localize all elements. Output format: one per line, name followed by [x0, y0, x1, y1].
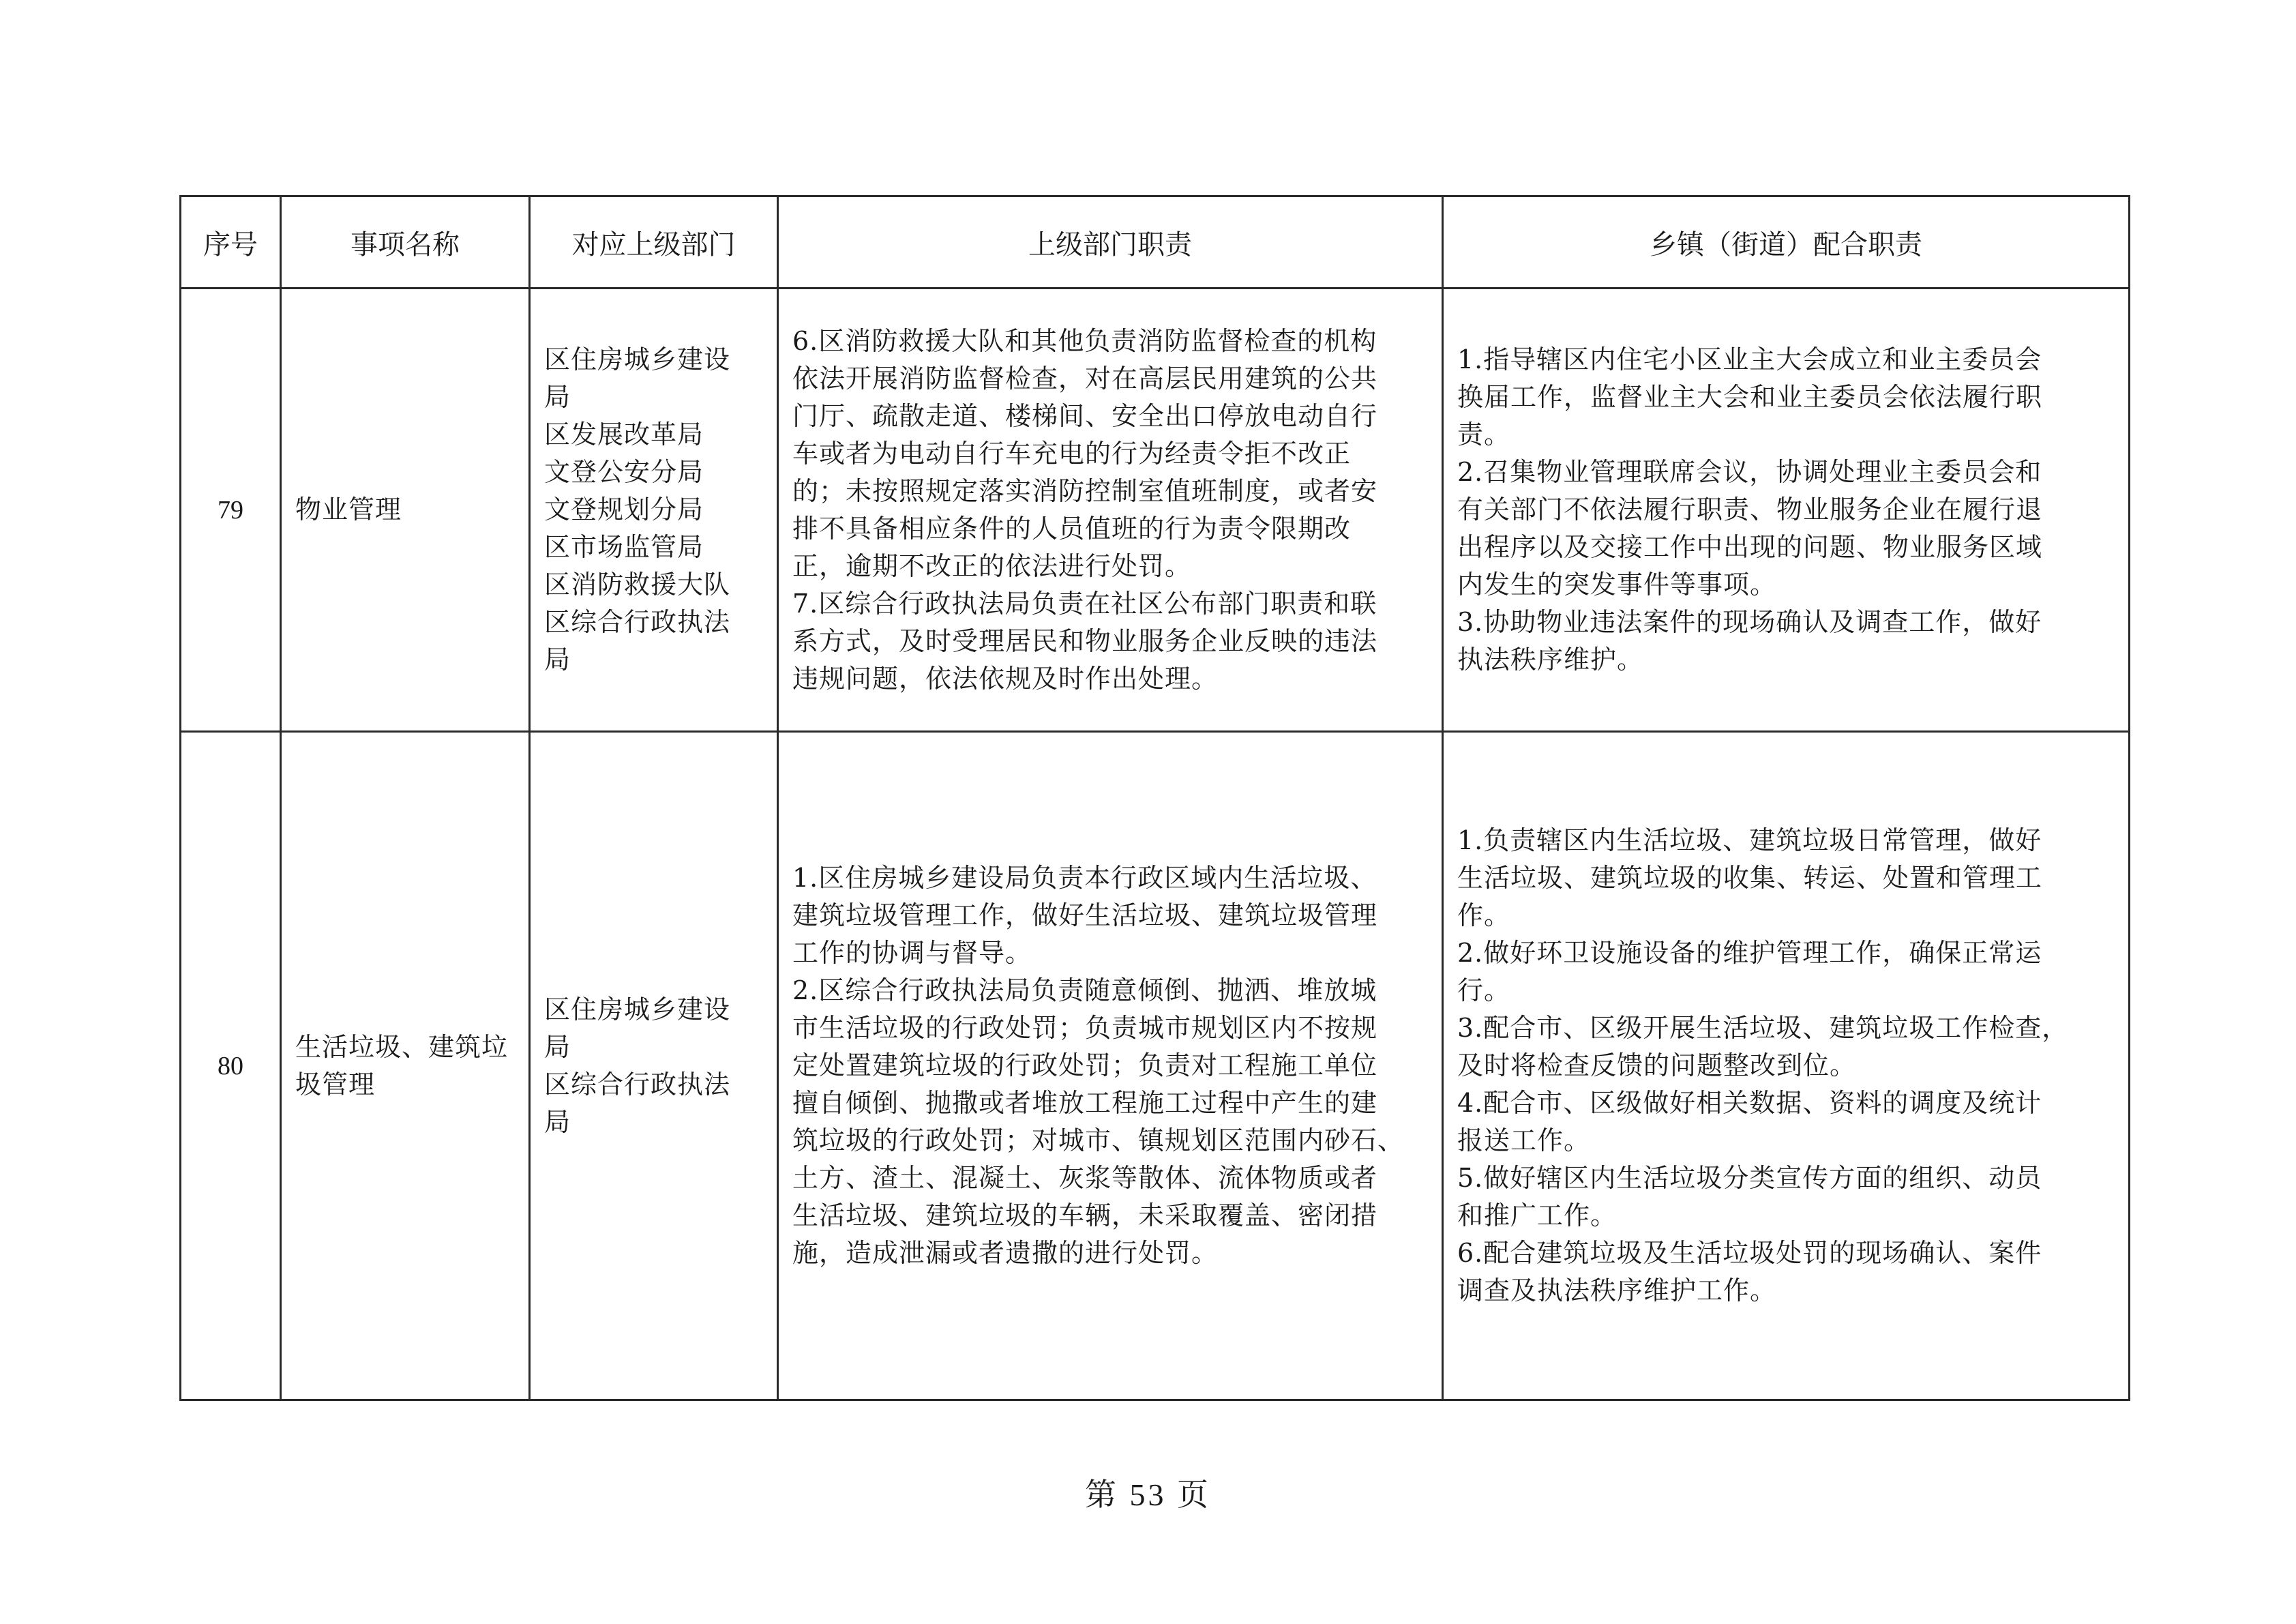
text-line: 施，造成泄漏或者遗撒的进行处罚。 [792, 1238, 1219, 1268]
text-line: 文登规划分局 [544, 494, 704, 525]
row-upper-duty [778, 289, 1443, 732]
text-line: 6.配合建筑垃圾及生活垃圾处罚的现场确认、案件 [1457, 1238, 2042, 1268]
text-line: 建筑垃圾管理工作，做好生活垃圾、建筑垃圾管理 [792, 900, 1378, 930]
text-line: 依法开展消防监督检查，对在高层民用建筑的公共 [792, 363, 1378, 394]
row-town-duty [1443, 732, 2130, 1400]
text-line: 区市场监管局 [544, 532, 704, 562]
text-line: 区综合行政执法 [544, 1069, 731, 1099]
text-line: 责。 [1457, 419, 1511, 449]
header-upper-duty: 上级部门职责 [778, 196, 1443, 289]
text-line: 有关部门不依法履行职责、物业服务企业在履行退 [1457, 494, 2043, 525]
text-line: 擅自倾倒、抛撒或者堆放工程施工过程中产生的建 [792, 1088, 1378, 1118]
text-line: 文登公安分局 [544, 457, 704, 487]
text-line: 调查及执法秩序维护工作。 [1457, 1275, 1777, 1305]
header-upper-dept: 对应上级部门 [530, 196, 778, 289]
text-line: 物业管理 [295, 494, 402, 525]
text-line: 作。 [1457, 900, 1511, 930]
text-line: 区住房城乡建设 [544, 344, 731, 374]
text-line: 局 [544, 645, 571, 675]
text-line: 圾管理 [295, 1069, 376, 1099]
text-line: 排不具备相应条件的人员值班的行为责令限期改 [792, 513, 1352, 544]
text-line: 执法秩序维护。 [1457, 645, 1644, 675]
text-line: 1.指导辖区内住宅小区业主大会成立和业主委员会 [1457, 344, 2042, 374]
text-line: 5.做好辖区内生活垃圾分类宣传方面的组织、动员 [1457, 1163, 2042, 1193]
text-line: 正，逾期不改正的依法进行处罚。 [792, 550, 1192, 581]
table-row [181, 732, 2130, 1400]
table-header-row [181, 196, 2130, 289]
text-line: 工作的协调与督导。 [792, 938, 1032, 968]
text-line: 出程序以及交接工作中出现的问题、物业服务区域 [1457, 532, 2043, 562]
row-seq: 80 [181, 732, 281, 1400]
text-line: 换届工作，监督业主大会和业主委员会依法履行职 [1457, 382, 2043, 412]
text-line: 的；未按照规定落实消防控制室值班制度，或者安 [792, 475, 1378, 506]
text-line: 区住房城乡建设 [544, 994, 731, 1024]
text-line: 1.区住房城乡建设局负责本行政区域内生活垃圾、 [792, 863, 1377, 893]
text-line: 系方式，及时受理居民和物业服务企业反映的违法 [792, 625, 1378, 656]
text-line: 土方、渣土、混凝土、灰浆等散体、流体物质或者 [792, 1163, 1378, 1193]
header-seq: 序号 [181, 196, 281, 289]
text-line: 车或者为电动自行车充电的行为经责令拒不改正 [792, 438, 1352, 469]
text-line: 生活垃圾、建筑垃圾的车辆，未采取覆盖、密闭措 [792, 1200, 1378, 1230]
text-line: 2.区综合行政执法局负责随意倾倒、抛洒、堆放城 [792, 975, 1377, 1005]
text-line: 行。 [1457, 975, 1511, 1005]
text-line: 区发展改革局 [544, 419, 704, 449]
row-upper-duty [778, 732, 1443, 1400]
text-line: 局 [544, 382, 571, 412]
text-line: 筑垃圾的行政处罚；对城市、镇规划区范围内砂石、 [792, 1125, 1405, 1155]
row-seq: 79 [181, 289, 281, 732]
row-item-name [281, 732, 530, 1400]
text-line: 门厅、疏散走道、楼梯间、安全出口停放电动自行 [792, 400, 1378, 431]
row-town-duty [1443, 289, 2130, 732]
text-line: 7.区综合行政执法局负责在社区公布部门职责和联 [792, 588, 1377, 619]
row-upper-dept [530, 289, 778, 732]
text-line: 区综合行政执法 [544, 607, 731, 637]
text-line: 局 [544, 1106, 571, 1137]
header-town-duty: 乡镇（街道）配合职责 [1443, 196, 2130, 289]
text-line: 局 [544, 1031, 571, 1062]
header-item-name: 事项名称 [281, 196, 530, 289]
duty-table [179, 195, 2130, 1401]
text-line: 2.召集物业管理联席会议，协调处理业主委员会和 [1457, 457, 2042, 487]
text-line: 1.负责辖区内生活垃圾、建筑垃圾日常管理，做好 [1457, 825, 2042, 855]
page-number: 第 53 页 [1085, 1477, 1211, 1512]
table-row [181, 289, 2130, 732]
text-line: 市生活垃圾的行政处罚；负责城市规划区内不按规 [792, 1013, 1378, 1043]
text-line: 6.区消防救援大队和其他负责消防监督检查的机构 [792, 325, 1377, 356]
text-line: 和推广工作。 [1457, 1200, 1617, 1230]
text-line: 及时将检查反馈的问题整改到位。 [1457, 1050, 1857, 1080]
text-line: 违规问题，依法依规及时作出处理。 [792, 663, 1219, 694]
text-line: 区消防救援大队 [544, 570, 731, 600]
text-line: 生活垃圾、建筑垃圾的收集、转运、处置和管理工 [1457, 863, 2043, 893]
text-line: 4.配合市、区级做好相关数据、资料的调度及统计 [1457, 1088, 2042, 1118]
text-line: 3.配合市、区级开展生活垃圾、建筑垃圾工作检查， [1457, 1013, 2069, 1043]
row-item-name [281, 289, 530, 732]
text-line: 2.做好环卫设施设备的维护管理工作，确保正常运 [1457, 938, 2042, 968]
text-line: 3.协助物业违法案件的现场确认及调查工作，做好 [1457, 607, 2042, 637]
row-upper-dept [530, 732, 778, 1400]
text-line: 定处置建筑垃圾的行政处罚；负责对工程施工单位 [792, 1050, 1378, 1080]
text-line: 生活垃圾、建筑垃 [295, 1031, 509, 1062]
text-line: 报送工作。 [1457, 1125, 1591, 1155]
text-line: 内发生的突发事件等事项。 [1457, 570, 1777, 600]
